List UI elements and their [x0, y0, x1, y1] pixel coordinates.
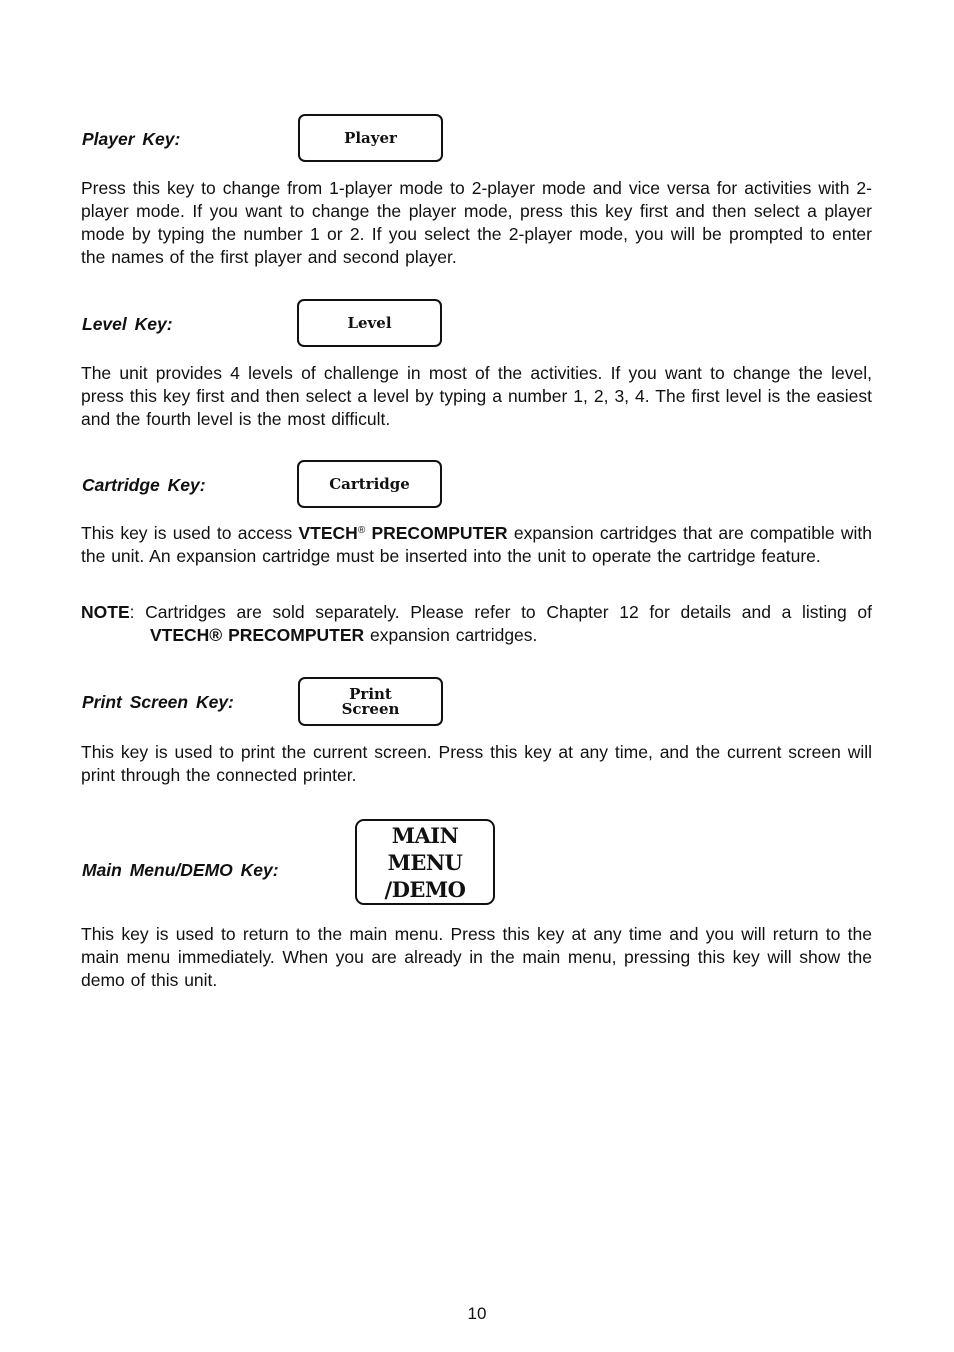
cartridge-key-caption: Cartridge	[329, 474, 410, 493]
player-key-description: Press this key to change from 1-player mode to 2-player mode and vice versa for activities with 2-player mode. If you want to change the player mode, press this key first and then select a player mode by typing the number 1 or 2. If you select the 2-player mode, you will be prompted to enter the names of the first player and second player.	[81, 178, 872, 267]
note-text-end: expansion cartridges.	[364, 625, 538, 645]
print-screen-key-line-1: Print	[349, 684, 392, 703]
note-product-name: VTECH® PRECOMPUTER	[150, 625, 365, 645]
cartridge-key-description	[81, 522, 872, 568]
note-text: : Cartridges are sold separately. Please refer to Chapter 12 for details and a listing of	[129, 602, 872, 622]
main-menu-demo-key-description: This key is used to return to the main menu. Press this key at any time and you will return to the main menu immediately. When you are already in the main menu, pressing this key will show the demo of this unit.	[81, 924, 872, 990]
main-menu-demo-key-line-2: /DEMO	[384, 876, 466, 902]
print-screen-key-caption	[341, 684, 400, 718]
main-menu-demo-key-icon	[355, 819, 495, 905]
registered-mark: ®	[357, 525, 366, 536]
player-key-heading: Player Key:	[82, 129, 181, 149]
cartridge-note	[81, 601, 872, 647]
print-screen-key-description: This key is used to print the current screen. Press this key at any time, and the current screen will print through the connected printer.	[81, 742, 872, 785]
page-number: 10	[467, 1304, 487, 1323]
vtech-brand: VTECH	[298, 523, 358, 543]
level-key-description: The unit provides 4 levels of challenge in most of the activities. If you want to change the level, press this key first and then select a level by typing a number 1, 2, 3, 4. The first level is the easiest and the fourth level is the most difficult.	[81, 363, 872, 429]
precomputer-product: PRECOMPUTER	[371, 523, 508, 543]
main-menu-demo-key-line-1: MAIN MENU	[387, 822, 463, 875]
cartridge-key-heading: Cartridge Key:	[82, 475, 206, 495]
level-key-heading: Level Key:	[82, 314, 173, 334]
main-menu-demo-key-heading: Main Menu/DEMO Key:	[82, 860, 279, 880]
cartridge-desc-rest: expansion cartridges that are compatible with the unit. An expansion cartridge must be inserted into the unit to operate the cartridge feature.	[81, 523, 872, 566]
cartridge-desc-intro: This key is used to access	[81, 523, 299, 543]
print-screen-key-heading: Print Screen Key:	[82, 692, 234, 712]
print-screen-key-line-2: Screen	[341, 699, 400, 718]
player-key-icon	[298, 114, 443, 162]
note-label: NOTE	[81, 602, 130, 622]
level-key-icon	[297, 299, 442, 347]
level-key-caption: Level	[347, 313, 392, 332]
cartridge-key-icon	[297, 460, 442, 508]
main-menu-demo-key-caption	[357, 822, 493, 903]
player-key-caption: Player	[344, 128, 397, 147]
print-screen-key-icon	[298, 677, 443, 726]
